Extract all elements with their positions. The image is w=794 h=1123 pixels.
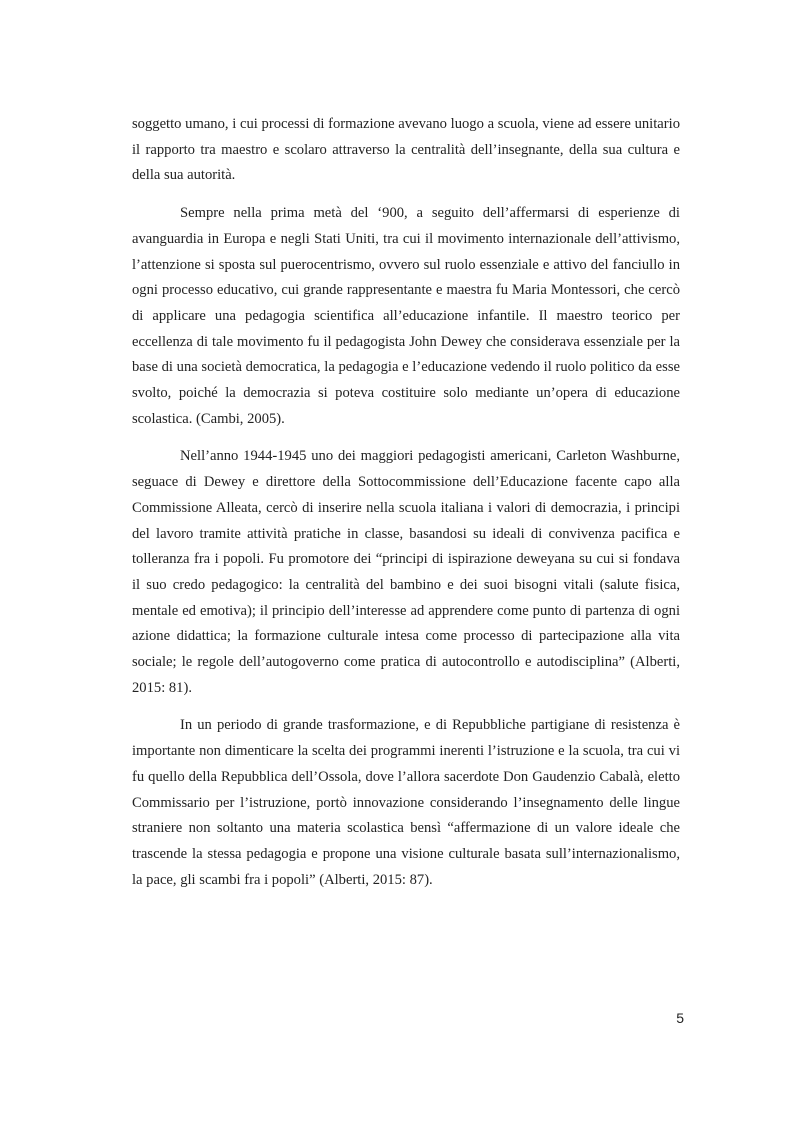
paragraph-attivismo: Sempre nella prima metà del ‘900, a seguito dell’affermarsi di esperienze di avanguardia in Europa e negli Stati Uniti, tra cui il movimento internazionale dell’attivismo, l’attenzione si sposta sul puerocentrismo, ovvero sul ruolo essenziale e attivo del fanciullo in ogni processo educativo, cui grande rappresentante e maestra fu Maria Montessori, che cercò di applicare una pedagogia scientifica all’educazione infantile. Il maestro teorico per eccellenza di tale movimento fu il pedagogista John Dewey che considerava essenziale per la base di una società democratica, la pedagogia e l’educazione vedendo il ruolo politico da esse svolto, poiché la democrazia si poteva costituire solo mediante un’opera di educazione scolastica. (Cambi, 2005).	[132, 205, 680, 427]
page-number: 5	[676, 1010, 684, 1026]
body-text	[132, 112, 680, 905]
paragraph-continuation: soggetto umano, i cui processi di formazione avevano luogo a scuola, viene ad essere unitario il rapporto tra maestro e scolaro attraverso la centralità dell’insegnante, della sua cultura e della sua autorità.	[132, 116, 680, 184]
paragraph-ossola: In un periodo di grande trasformazione, e di Repubbliche partigiane di resistenza è importante non dimenticare la scelta dei programmi inerenti l’istruzione e la scuola, tra cui vi fu quello della Repubblica dell’Ossola, dove l’allora sacerdote Don Gaudenzio Cabalà, eletto Commissario per l’istruzione, portò innovazione considerando l’insegnamento delle lingue straniere non soltanto una materia scolastica bensì “affermazione di un valore ideale che trascende la stessa pedagogia e propone una visione culturale basata sull’internazionalismo, la pace, gli scambi fra i popoli” (Alberti, 2015: 87).	[132, 717, 680, 888]
paragraph-washburne: Nell’anno 1944-1945 uno dei maggiori pedagogisti americani, Carleton Washburne, seguace di Dewey e direttore della Sottocommissione dell’Educazione facente capo alla Commissione Alleata, cercò di inserire nella scuola italiana i valori di democrazia, i principi del lavoro tramite attività pratiche in classe, basandosi su ideali di convivenza pacifica e tolleranza fra i popoli. Fu promotore dei “principi di ispirazione deweyana su cui si fondava il suo credo pedagogico: la centralità del bambino e dei suoi bisogni vitali (salute fisica, mentale ed emotiva); il principio dell’interesse ad apprendere come punto di partenza di ogni azione didattica; la formazione culturale intesa come processo di partecipazione alla vita sociale; le regole dell’autogoverno come pratica di autocontrollo e autodisciplina” (Alberti, 2015: 81).	[132, 448, 680, 696]
